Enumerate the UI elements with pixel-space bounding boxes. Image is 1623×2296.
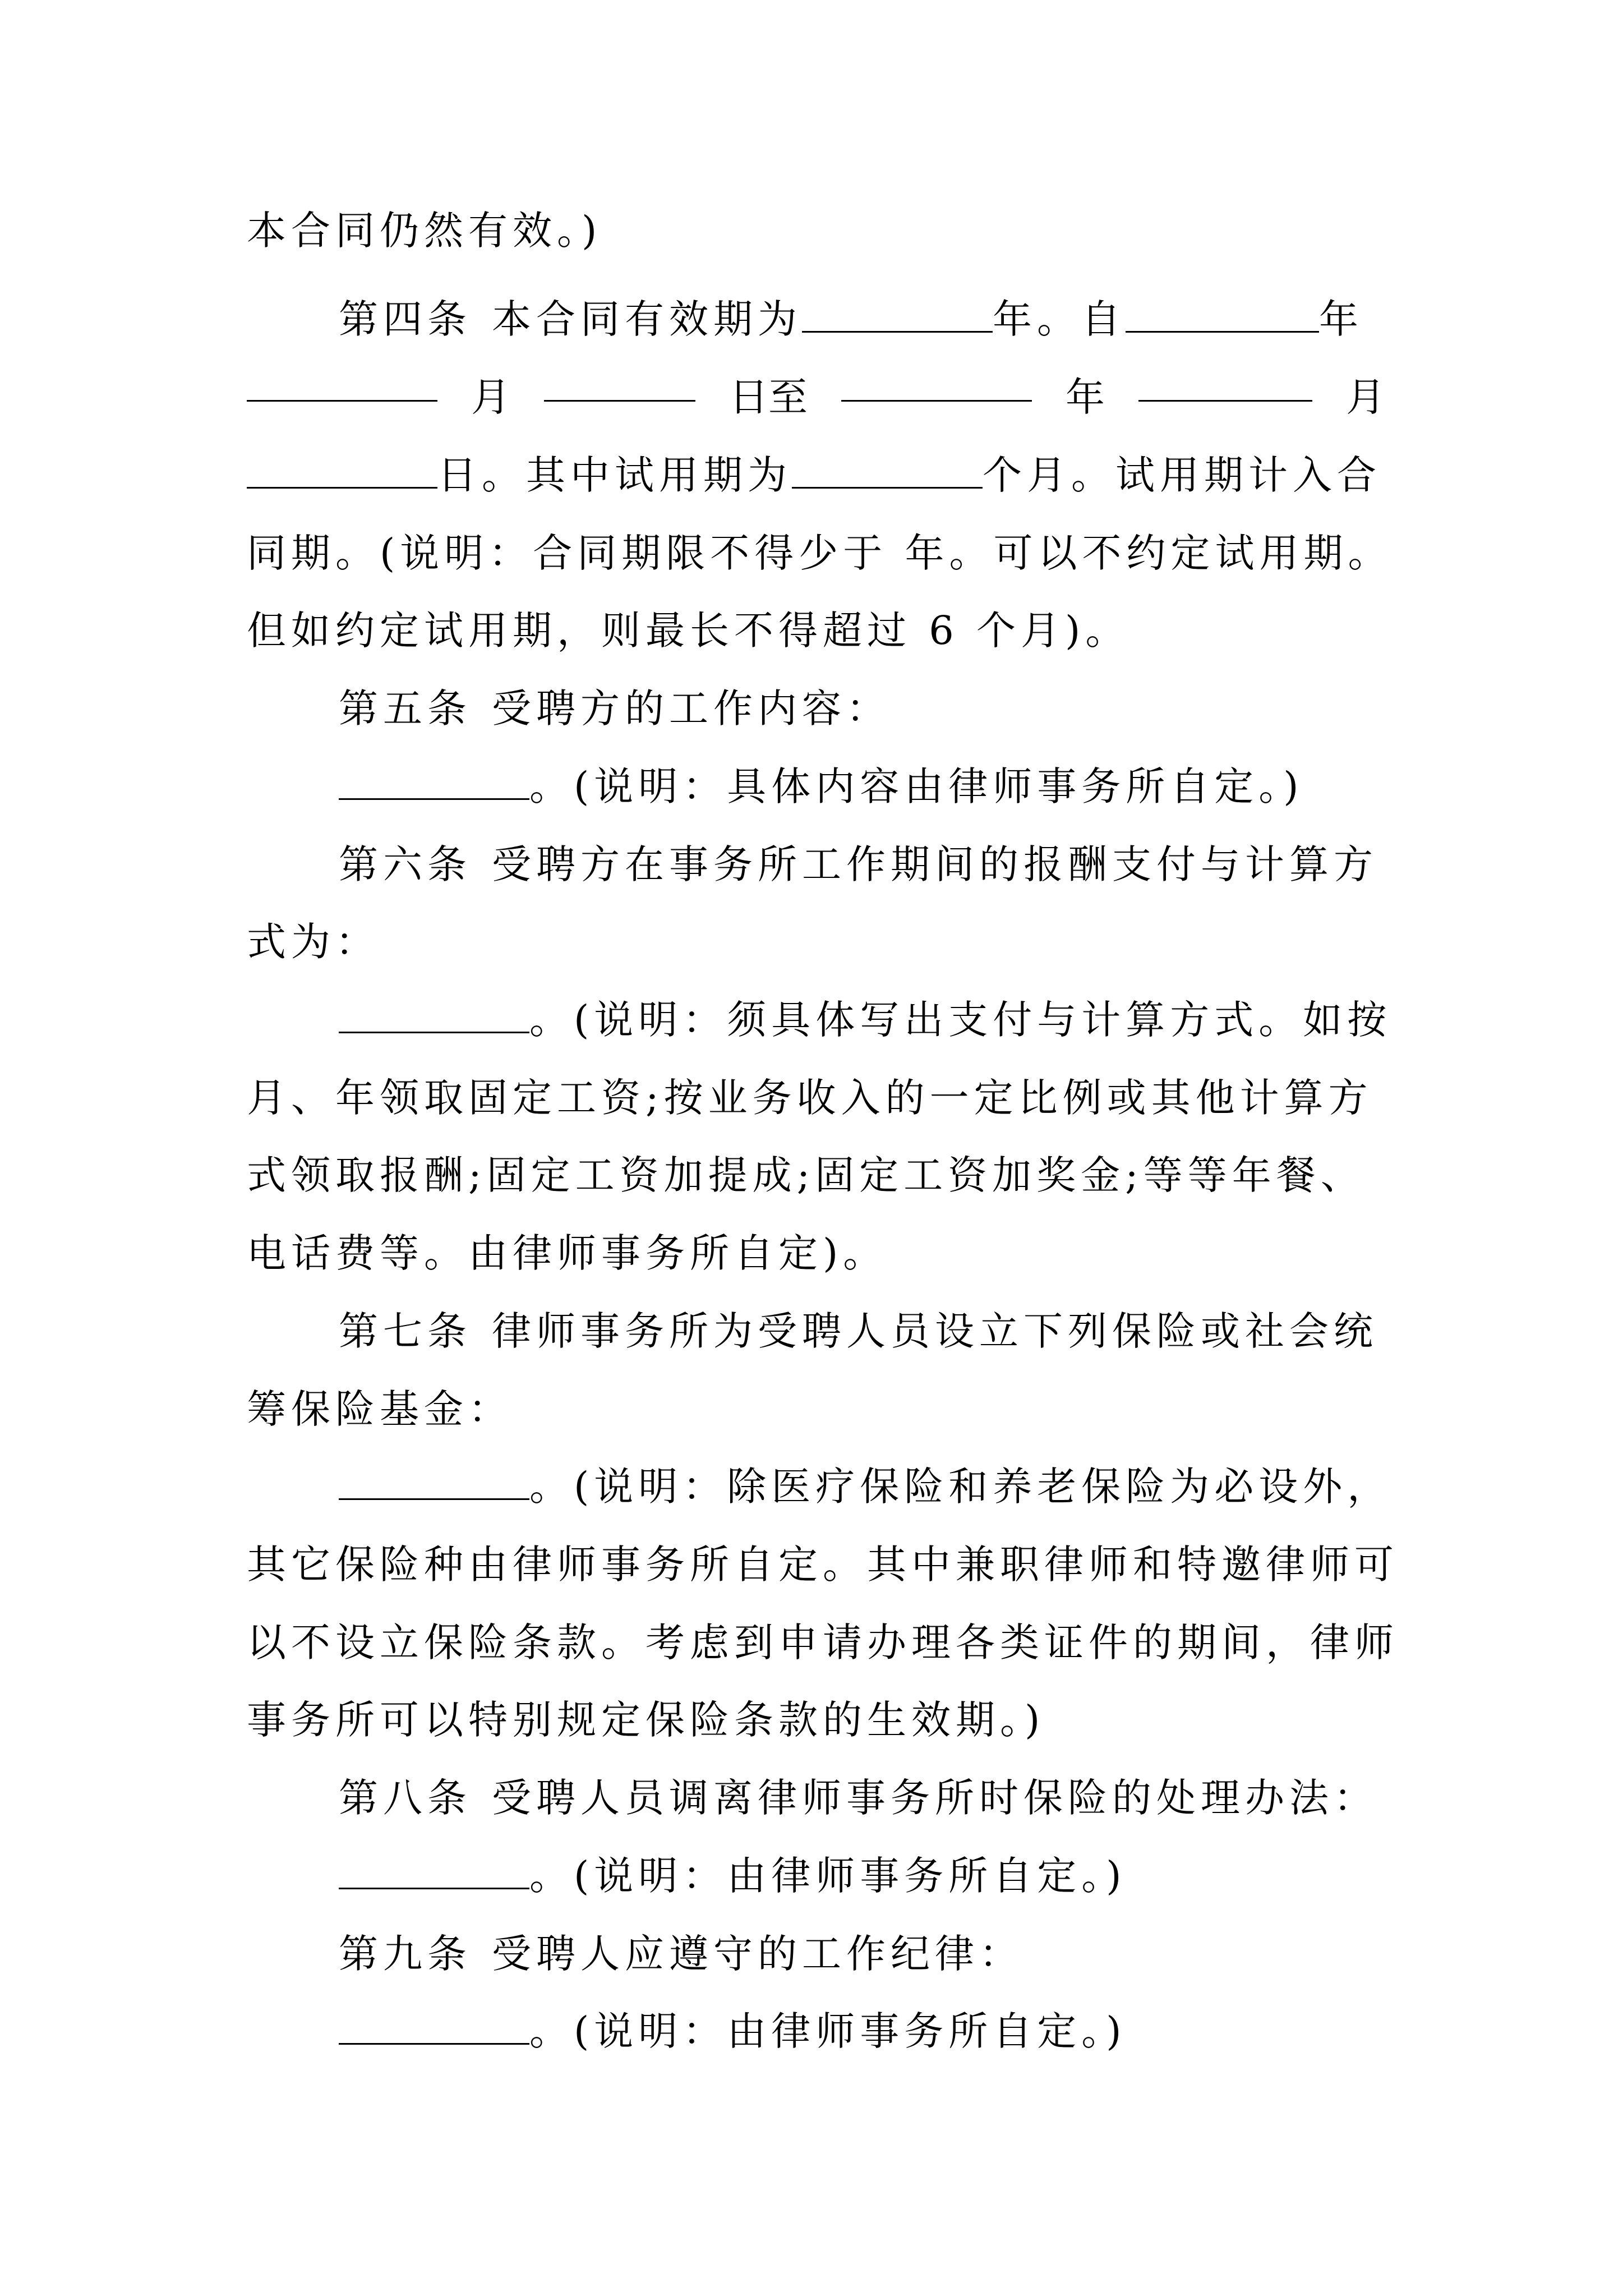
text-line: 本合同仍然有效。) [247,208,602,254]
article-7-note-line-4: 事务所可以特别规定保险条款的生效期。) [247,1697,1045,1743]
article-heading: 第八条 [339,1775,472,1821]
article-9-heading-line: 第九条 受聘人应遵守的工作纪律： [339,1931,1023,1977]
article-6-line-1: 第六条 受聘方在事务所工作期间的报酬支付与计算方 [339,841,1378,887]
blank-field [792,453,983,489]
article-6-note-line-4: 电话费等。由律师事务所自定)。 [247,1230,888,1276]
article-7-note-line-3: 以不设立保险条款。考虑到申请办理各类证件的期间，律师 [247,1619,1399,1665]
article-heading: 第四条 [339,296,472,342]
article-6-line-2: 式为： [247,919,380,965]
blank-field [339,1854,529,1889]
article-heading: 第六条 [339,841,472,887]
article-6-note-line-2: 月、年领取固定工资;按业务收入的一定比例或其他计算方 [247,1075,1373,1121]
blank-field [1126,297,1319,333]
article-8-note-line: 。(说明：由律师事务所自定。) [339,1845,1404,1907]
article-5-heading-line: 第五条 受聘方的工作内容： [339,685,891,731]
article-7-note-line-1: 。(说明：除医疗保险和养老保险为必设外， [339,1456,1404,1517]
blank-field [544,366,695,402]
article-heading: 第九条 [339,1931,472,1977]
blank-field [802,297,993,333]
article-8-heading-line: 第八条 受聘人员调离律师事务所时保险的处理办法： [339,1775,1378,1821]
blank-field [339,998,529,1033]
article-7-line-2: 筹保险基金： [247,1386,513,1432]
article-heading: 第七条 [339,1308,472,1354]
article-7-line-1: 第七条 律师事务所为受聘人员设立下列保险或社会统 [339,1308,1378,1354]
article-4-line-3: 日。其中试用期为 个月。试用期计入合 [247,444,1385,506]
article-6-note-line-3: 式领取报酬;固定工资加提成;固定工资加奖金;等等年餐、 [247,1152,1365,1198]
article-4-line-2: 月 日至 年 月 [247,366,1385,428]
blank-field [1138,366,1312,402]
blank-field [247,453,437,489]
article-5-note-line: 。(说明：具体内容由律师事务所自定。) [339,756,1404,817]
blank-field [339,2009,529,2045]
blank-field [339,1465,529,1500]
blank-field [841,366,1032,402]
article-4-line-5: 但如约定试用期，则最长不得超过 6 个月)。 [247,608,1130,654]
blank-field [247,366,437,402]
article-6-note-line-1: 。(说明：须具体写出支付与计算方式。如按 [339,989,1404,1051]
article-4-line-4: 同期。(说明：合同期限不得少于 年。可以不约定试用期。 [247,530,1393,576]
article-heading: 第五条 [339,685,472,731]
article-9-note-line: 。(说明：由律师事务所自定。) [339,2000,1404,2062]
article-7-note-line-2: 其它保险种由律师事务所自定。其中兼职律师和特邀律师可 [247,1542,1399,1588]
blank-field [339,765,529,800]
article-4-line-1: 第四条 本合同有效期为 年。自 年 [339,296,1363,342]
